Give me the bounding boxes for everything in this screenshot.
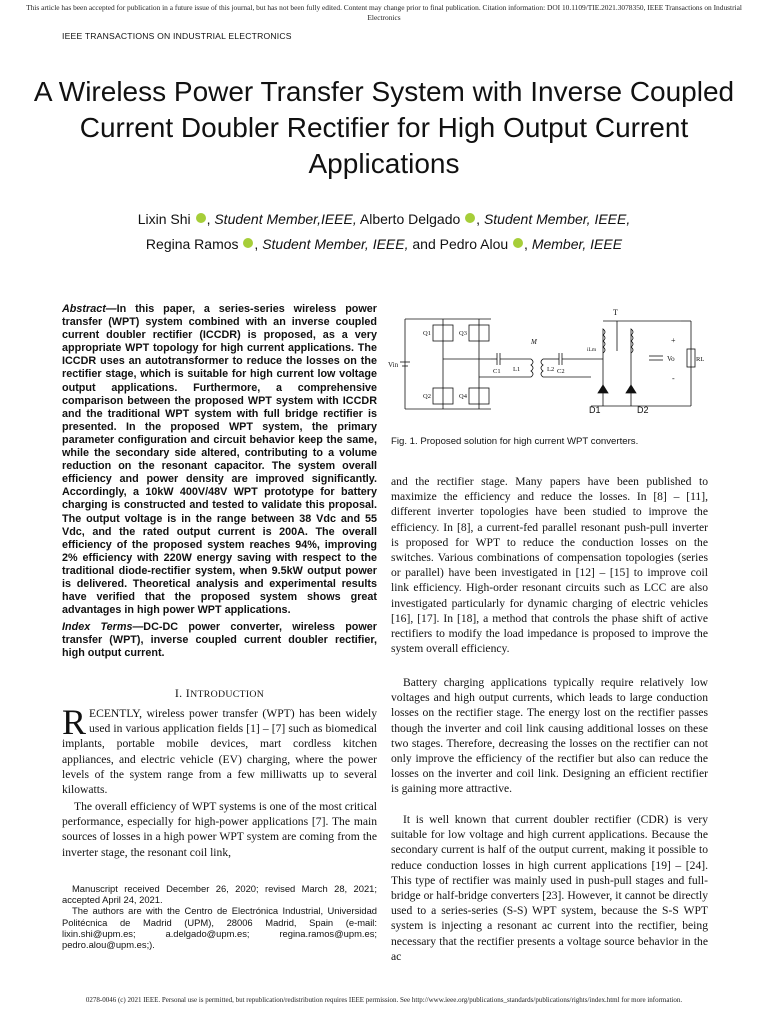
label-q2: Q2 [423,393,431,400]
label-vo: Vo [667,355,675,363]
label-c2: C2 [557,368,565,375]
intro-p1-text: ECENTLY, wireless power transfer (WPT) has been widely used in various application fields [1] – [7] such as biomedical implants, portable mobile devices, mart cordless kitchen appliances, and electric vehicle (EV) charging, where the power levels of the system range from a few milliwatts up to several kilowatts. [62,707,377,797]
paper-title: A Wireless Power Transfer System with Inverse Coupled Current Doubler Rectifier for High Output Current Applications [33,76,735,179]
label-q1: Q1 [423,330,431,337]
orcid-icon[interactable] [243,238,253,248]
author-name: Regina Ramos [145,236,239,252]
label-m: M [531,338,537,346]
orcid-icon[interactable] [513,238,523,248]
section-number: I. [174,686,183,700]
abstract-label: Abstract— [62,303,117,315]
author-line-1: Lixin Shi , Student Member,IEEE, Alberto Delgado , Student Member, IEEE, [137,211,631,227]
footnote-received: Manuscript received December 26, 2020; revised March 28, 2021; accepted April 24, 2021. [62,883,377,906]
author-role: Member, IEEE [531,236,623,252]
label-l2: L2 [547,366,555,373]
drop-cap: R [62,702,87,742]
body-paragraph-1: and the rectifier stage. Many papers have been published to maximize the efficiency and reduce the losses. In [8] – [11], different inverter topologies have been studied to improve the efficiency. In [8], a current-fed parallel resonant push-pull inverter is proposed for WPT to reduce the conduction losses on the switches. Various combinations of compensation topologies (series or parallel) have been investigated in [12] – [15] to improve coil link efficiency. High-order resonant circuits such as LCC are also investigated particularly for dynamic charging of electric vehicles [16], [17]. In [18], a method that controls the phase shift of active rectifiers to modify the load impedance is proposed to improve the system overall efficiency. [391,475,708,656]
footnote-affiliation: The authors are with the Centro de Electrónica Industrial, Universidad Politécnica de Madrid (UPM), 28006 Madrid, Spain (e-mail: lixin.shi@upm.es; a.delgado@upm.es; regina.ramos@upm.es; pedro.alou@upm.es;). [62,905,377,951]
author-name: Lixin Shi [137,211,191,227]
journal-name: IEEE TRANSACTIONS ON INDUSTRIAL ELECTRONICS [62,31,292,41]
label-vin: Vin [388,361,399,369]
label-q4: Q4 [459,393,467,400]
section-heading [62,686,377,701]
author-role: Student Member, IEEE, [262,236,409,252]
section-first-letter: I [185,686,191,700]
intro-paragraph-1 [62,702,377,797]
label-l1: L1 [513,366,521,373]
label-t: T [613,308,618,317]
author-name: Alberto Delgado [359,211,461,227]
index-terms-text: DC-DC power converter, wireless power transfer (WPT), inverse coupled current doubler rectifier, high output current. [62,621,377,660]
figure-caption: Fig. 1. Proposed solution for high current WPT converters. [391,436,639,447]
author-role: Student Member, IEEE, [483,211,631,227]
author-line-2: Regina Ramos , Student Member, IEEE, and Pedro Alou , Member, IEEE [145,236,623,252]
abstract-text: In this paper, a series-series wireless power transfer (WPT) system combined with an inverse coupled current doubler rectifier (ICCDR) is proposed, as a very appropriate WPT topology for high current applications. The ICCDR uses an autotransformer to reduce the losses on the rectifier stage, which is suitable for high current low voltage output applications. Furthermore, a comprehensive comparison between the proposed WPT system with ICCDR and the traditional WPT system with full bridge rectifier is presented. In the proposed WPT system, the primary parameter configuration and circuit behavior keep the same, while the secondary side altered, contributing to a volume reduction on the resonant capacitor. The system overall efficiency and power density are improved significantly. Accordingly, a 10kW 400V/48V WPT prototype for battery charging is constructed and tested to validate this proposal. The output voltage is in the range between 38 Vdc and 55 Vdc, and the rated output current is 200A. The overall efficiency of the proposed system reaches 94%, improving 2% efficiency with 220W energy saving with respect to the traditional diode-rectifier system, when 9.5kW output power is delivered. Theoretical analysis and experimental results have verified that the proposed system shows great advantages in high power WPT applications. [62,303,377,617]
author-name: Pedro Alou [439,236,509,252]
orcid-icon[interactable] [196,213,206,223]
label-q3: Q3 [459,330,467,337]
copyright-notice: 0278-0046 (c) 2021 IEEE. Personal use is permitted, but republication/redistribution requires IEEE permission. See http://www.ieee.org/publications_standards/publications/rights/index.html for more information. [85,996,683,1004]
footnote [62,883,377,950]
index-terms-label: Index Terms— [62,621,144,633]
label-c1: C1 [493,368,501,375]
and-word: and [412,236,436,252]
label-ilm: iLm [587,347,597,353]
label-plus: + [671,336,676,345]
abstract [62,303,377,617]
orcid-icon[interactable] [465,213,475,223]
intro-paragraph-2: The overall efficiency of WPT systems is one of the most critical performance, especially for high-power applications [7]. The main sources of losses in a high power WPT system are coming from the inverter stage, the resonant coil link, [62,800,377,859]
body-paragraph-2: Battery charging applications typically require relatively low voltages and high output currents, which leads to large conduction losses on the rectifier stage. The energy lost on the rectifier passes though the inverter and coil link causing additional losses on these two stages. Therefore, decreasing the losses on the rectifier can not only improve the efficiency of the rectifier but also can reduce the losses on the inverter and coil link. Designing an efficient rectifier is gaining more attractive. [391,676,708,796]
body-paragraph-3: It is well known that current doubler rectifier (CDR) is very suitable for low voltage and high current applications. Because the secondary current is half of the output current, making it possible to reduce conduction losses in high current applications [19] – [24]. This type of rectifier was mainly used in push-pull stages and full-bridge or half-bridge converters [23]. However, it cannot be directly used to a series-series (S-S) WPT system, because the S-S WPT system is injecting a resonant ac current into the rectifier, being necessary that the rectifier presents a voltage source behavior in the ac [391,813,708,963]
index-terms [62,621,377,660]
label-minus: - [672,374,675,383]
circuit-diagram [388,301,708,426]
label-rl: RL [696,356,705,363]
section-rest: NTRODUCTION [190,689,265,700]
author-role: Student Member,IEEE, [214,211,357,227]
publication-notice: This article has been accepted for publication in a future issue of this journal, but has not been fully edited. Content may change prior to final publication. Citation information: DOI 10.1109/TIE.2021.3078350, IEEE Transactions on Industrial Electronics [26,3,742,22]
label-d1: D1 [589,405,601,415]
label-d2: D2 [637,405,649,415]
